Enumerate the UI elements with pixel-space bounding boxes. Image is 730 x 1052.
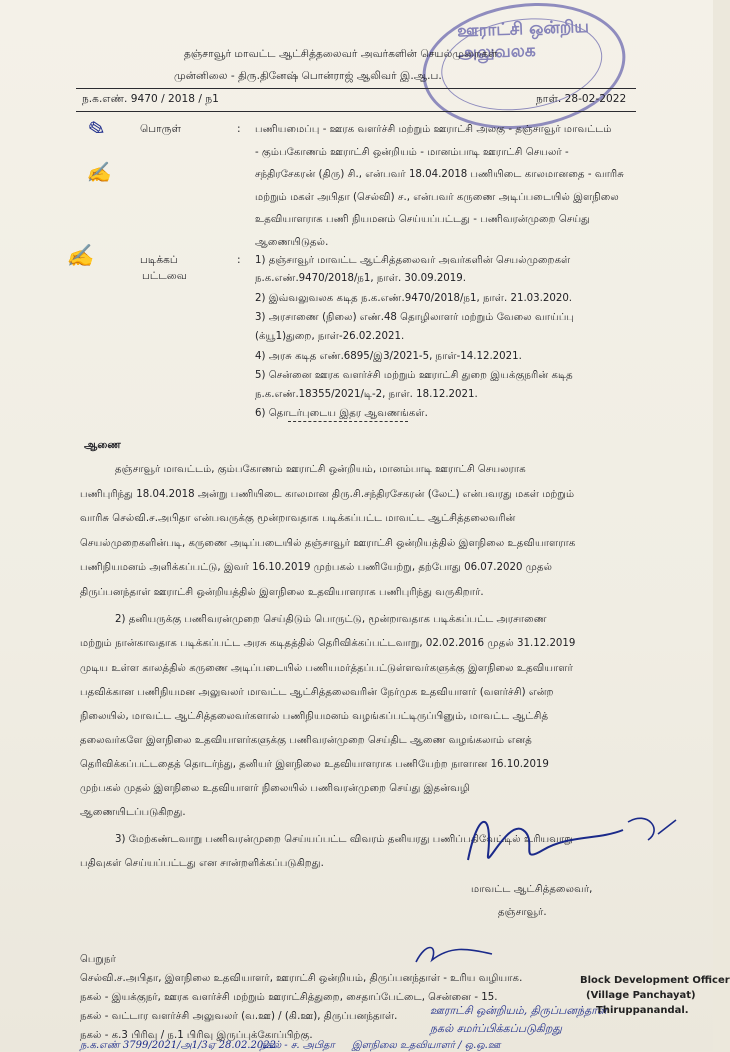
file-number: ந.க.எண். 9470 / 2018 / ந1 [82, 93, 219, 105]
order-para2-line: நிலையில், மாவட்ட ஆட்சித்தலைவர்களால் பணிநியமனம் வழங்கப்பட்டிருப்பினும், மாவட்ட ஆட்சித் [80, 711, 549, 722]
bdo-stamp-line: Thiruppanandal. [596, 1005, 689, 1016]
order-para2-line: மற்றும் நான்காவதாக படிக்கப்பட்ட அரசு கடிதத்தில் தெரிவிக்கப்பட்டவாறு, 02.02.2016 முதல் 31.12.2019 [80, 638, 576, 649]
subject-line: சந்திரசேகரன் (திரு) சி., என்பவர் 18.04.2018 பணியிடை காலமானதை - வாரிசு [255, 169, 624, 180]
seal-text: ஊராட்சி ஒன்றிய அலுவலக [456, 16, 590, 64]
bdo-stamp-line: Block Development Officer [580, 975, 730, 986]
references-label: படிக்கப் [140, 254, 178, 266]
order-para2-line: ஆணையிடப்படுகிறது. [80, 807, 186, 818]
references-label: பட்டவை [142, 270, 187, 282]
margin-initial-3: ✍ [66, 244, 94, 269]
section-divider [288, 421, 408, 422]
margin-initial-1: ✎ [82, 115, 109, 146]
order-para2-line: தலைவர்களே இளநிலை உதவியாளர்களுக்கு பணிவரன்முறை செய்திட ஆணை வழங்கலாம் எனத் [80, 735, 532, 746]
reference-line: 5) சென்னை ஊரக வளர்ச்சி மற்றும் ஊராட்சி துறை இயக்குநரின் கடித [255, 370, 573, 381]
order-heading: ஆணை [84, 439, 121, 451]
order-para1-line: பணிபுரிந்து 18.04.2018 அன்று பணியிடை காலமான திரு.சி.சந்திரசேகரன் (லேட்) என்பவரது மகள் மற்றும் [80, 489, 575, 500]
file-date: நாள். 28-02-2022 [536, 93, 627, 105]
reference-line: (க்யூ1)துறை, நாள்-26.02.2021. [255, 331, 405, 342]
order-para2-line: முற்பகல் முதல் இளநிலை உதவியாளர் நிலையில் பணிவரன்முறை செய்து இதன்வழி [80, 783, 470, 794]
office-seal [414, 0, 633, 142]
header-rule-bottom [76, 111, 636, 112]
order-para1-line: வாரிசு செல்வி.ச.அபிதா என்பவருக்கு மூன்றாவதாக படிக்கப்பட்ட மாவட்ட ஆட்சித்தலைவரின் [80, 513, 516, 524]
order-para3-line: பதிவுகள் செய்யப்பட்டது என சான்றளிக்கப்படுகிறது. [80, 858, 324, 869]
subject-line: உதவியாளராக பணி நியமனம் செய்யப்பட்டது - பணிவரன்முறை செய்து [255, 214, 591, 225]
order-para1-line: தஞ்சாவூர் மாவட்டம், கும்பகோணம் ஊராட்சி ஒன்றியம், மானம்பாடி ஊராட்சி செயலராக [115, 464, 526, 475]
copy-line: நகல் - வட்டார வளர்ச்சி அலுவலர் (வ.ஊ) / (கி.ஊ), திருப்பனந்தாள். [80, 1011, 398, 1022]
order-para1-line: திருப்பனந்தாள் ஊராட்சி ஒன்றியத்தில் இளநிலை உதவியாளராக பணிபுரிந்து வருகிறார். [80, 587, 484, 598]
reference-line: ந.க.எண்.9470/2018/ந1, நாள். 30.09.2019. [255, 273, 466, 284]
order-para2-line: பதவிக்கான பணிநியமன அலுவலர் மாவட்ட ஆட்சித்தலைவரின் நேர்முக உதவியாளர் (வளர்ச்சி) என்ற [80, 687, 554, 698]
order-para2-line: 2) தனியருக்கு பணிவரன்முறை செய்திடும் பொருட்டு, மூன்றாவதாக படிக்கப்பட்ட அரசாணை [115, 614, 547, 625]
order-para1-line: பணிநியமனம் அளிக்கப்பட்டு, இவர் 16.10.2019 முற்பகல் பணியேற்று, தற்போது 06.07.2020 முதல் [80, 562, 553, 573]
reference-line: 2) இவ்வலுவலக கடித ந.க.எண்.9470/2018/ந1, நாள். 21.03.2020. [255, 293, 573, 304]
copy-line: நகல் - க.3 பிரிவு / ந.1 பிரிவு இருப்புக்கோப்பிற்கு. [80, 1030, 313, 1041]
header-rule-top [76, 88, 636, 89]
handwritten-ref-number: ந.க.எண் 3799/2021/அ1/3ஏ 28.02.2022 [80, 1040, 276, 1051]
reference-line: 4) அரசு கடித எண்.6895/இ3/2021-5, நாள்-14.12.2021. [255, 351, 522, 362]
recipient-to: செல்வி.ச.அபிதா, இளநிலை உதவியாளர், ஊராட்சி ஒன்றியம், திருப்பனந்தாள் - உரிய வழியாக. [80, 973, 523, 984]
order-para3-line: 3) மேற்கண்டவாறு பணிவரன்முறை செய்யப்பட்ட விவரம் தனியரது பணிப்பதிவேட்டில் உரியவாறு [115, 834, 573, 845]
subject-line: ஆணையிடுதல். [255, 237, 329, 248]
presence-line: முன்னிலை - திரு.தினேஷ் பொன்ராஜ் ஆலிவர் இ.ஆ.ப. [174, 70, 442, 82]
reference-line: ந.க.எண்.18355/2021/டி-2, நாள். 18.12.2021. [255, 389, 478, 400]
initials-mark [410, 940, 500, 968]
order-para2-line: தெரிவிக்கப்பட்டதைத் தொடர்ந்து, தனியர் இளநிலை உதவியாளராக பணியேற்ற நாளான 16.10.2019 [80, 759, 549, 770]
collector-signature [448, 800, 688, 880]
subject-line: மற்றும் மகள் அபிதா (செல்வி) ச., என்பவர் கருணை அடிப்படையில் இளநிலை [255, 192, 619, 203]
reference-line: 3) அரசாணை (நிலை) எண்.48 தொழிலாளர் மற்றும் வேலை வாய்ப்பு [255, 312, 574, 323]
references-separator: : [237, 254, 241, 266]
signature-title: மாவட்ட ஆட்சித்தலைவர், [471, 884, 593, 895]
copy-line: நகல் - இயக்குநர், ஊரக வளர்ச்சி மற்றும் ஊராட்சித்துறை, சைதாப்பேட்டை, சென்னை - 15. [80, 992, 498, 1003]
signature-place: தஞ்சாவூர். [498, 907, 547, 918]
margin-initial-2: ✍ [86, 160, 111, 184]
reference-line: 6) தொடர்புடைய இதர ஆவணங்கள். [255, 408, 428, 419]
handwritten-copy-2: இளநிலை உதவியாளர் / ஒ.ஒ.ஊ [352, 1040, 501, 1051]
reference-line: 1) தஞ்சாவூர் மாவட்ட ஆட்சித்தலைவர் அவர்களின் செயல்முறைகள் [255, 255, 571, 266]
subject-line: - கும்பகோணம் ஊராட்சி ஒன்றியம் - மானம்பாடி ஊராட்சி செயலர் - [255, 147, 569, 158]
bdo-stamp-line: (Village Panchayat) [586, 990, 696, 1001]
order-para2-line: முடிய உள்ள காலத்தில் கருணை அடிப்படையில் பணியமர்த்தப்பட்டுள்ளவர்களுக்கு இளநிலை உதவியாளர் [80, 663, 573, 674]
handwritten-copy: நகல் - ச. அபிதா [260, 1040, 335, 1051]
recipients-label: பெறுநர் [80, 954, 116, 965]
office-heading: தஞ்சாவூர் மாவட்ட ஆட்சித்தலைவர் அவர்களின் செயல்முறைகள் [184, 48, 498, 60]
subject-label: பொருள் [140, 123, 182, 135]
order-para1-line: செயல்முறைகளின்படி, கருணை அடிப்படையில் தஞ்சாவூர் ஊராட்சி ஒன்றியத்தில் இளநிலை உதவியாளராக [80, 538, 576, 549]
handwritten-forward-2: நகல் சமர்ப்பிக்கப்படுகிறது [430, 1022, 562, 1035]
handwritten-forward: ஊராட்சி ஒன்றியம், திருப்பனந்தாள் [430, 1004, 607, 1017]
subject-separator: : [237, 123, 241, 135]
subject-line: பணியமைப்பு - ஊரக வளர்ச்சி மற்றும் ஊராட்சி அலகு - தஞ்சாவூர் மாவட்டம் [255, 124, 612, 135]
